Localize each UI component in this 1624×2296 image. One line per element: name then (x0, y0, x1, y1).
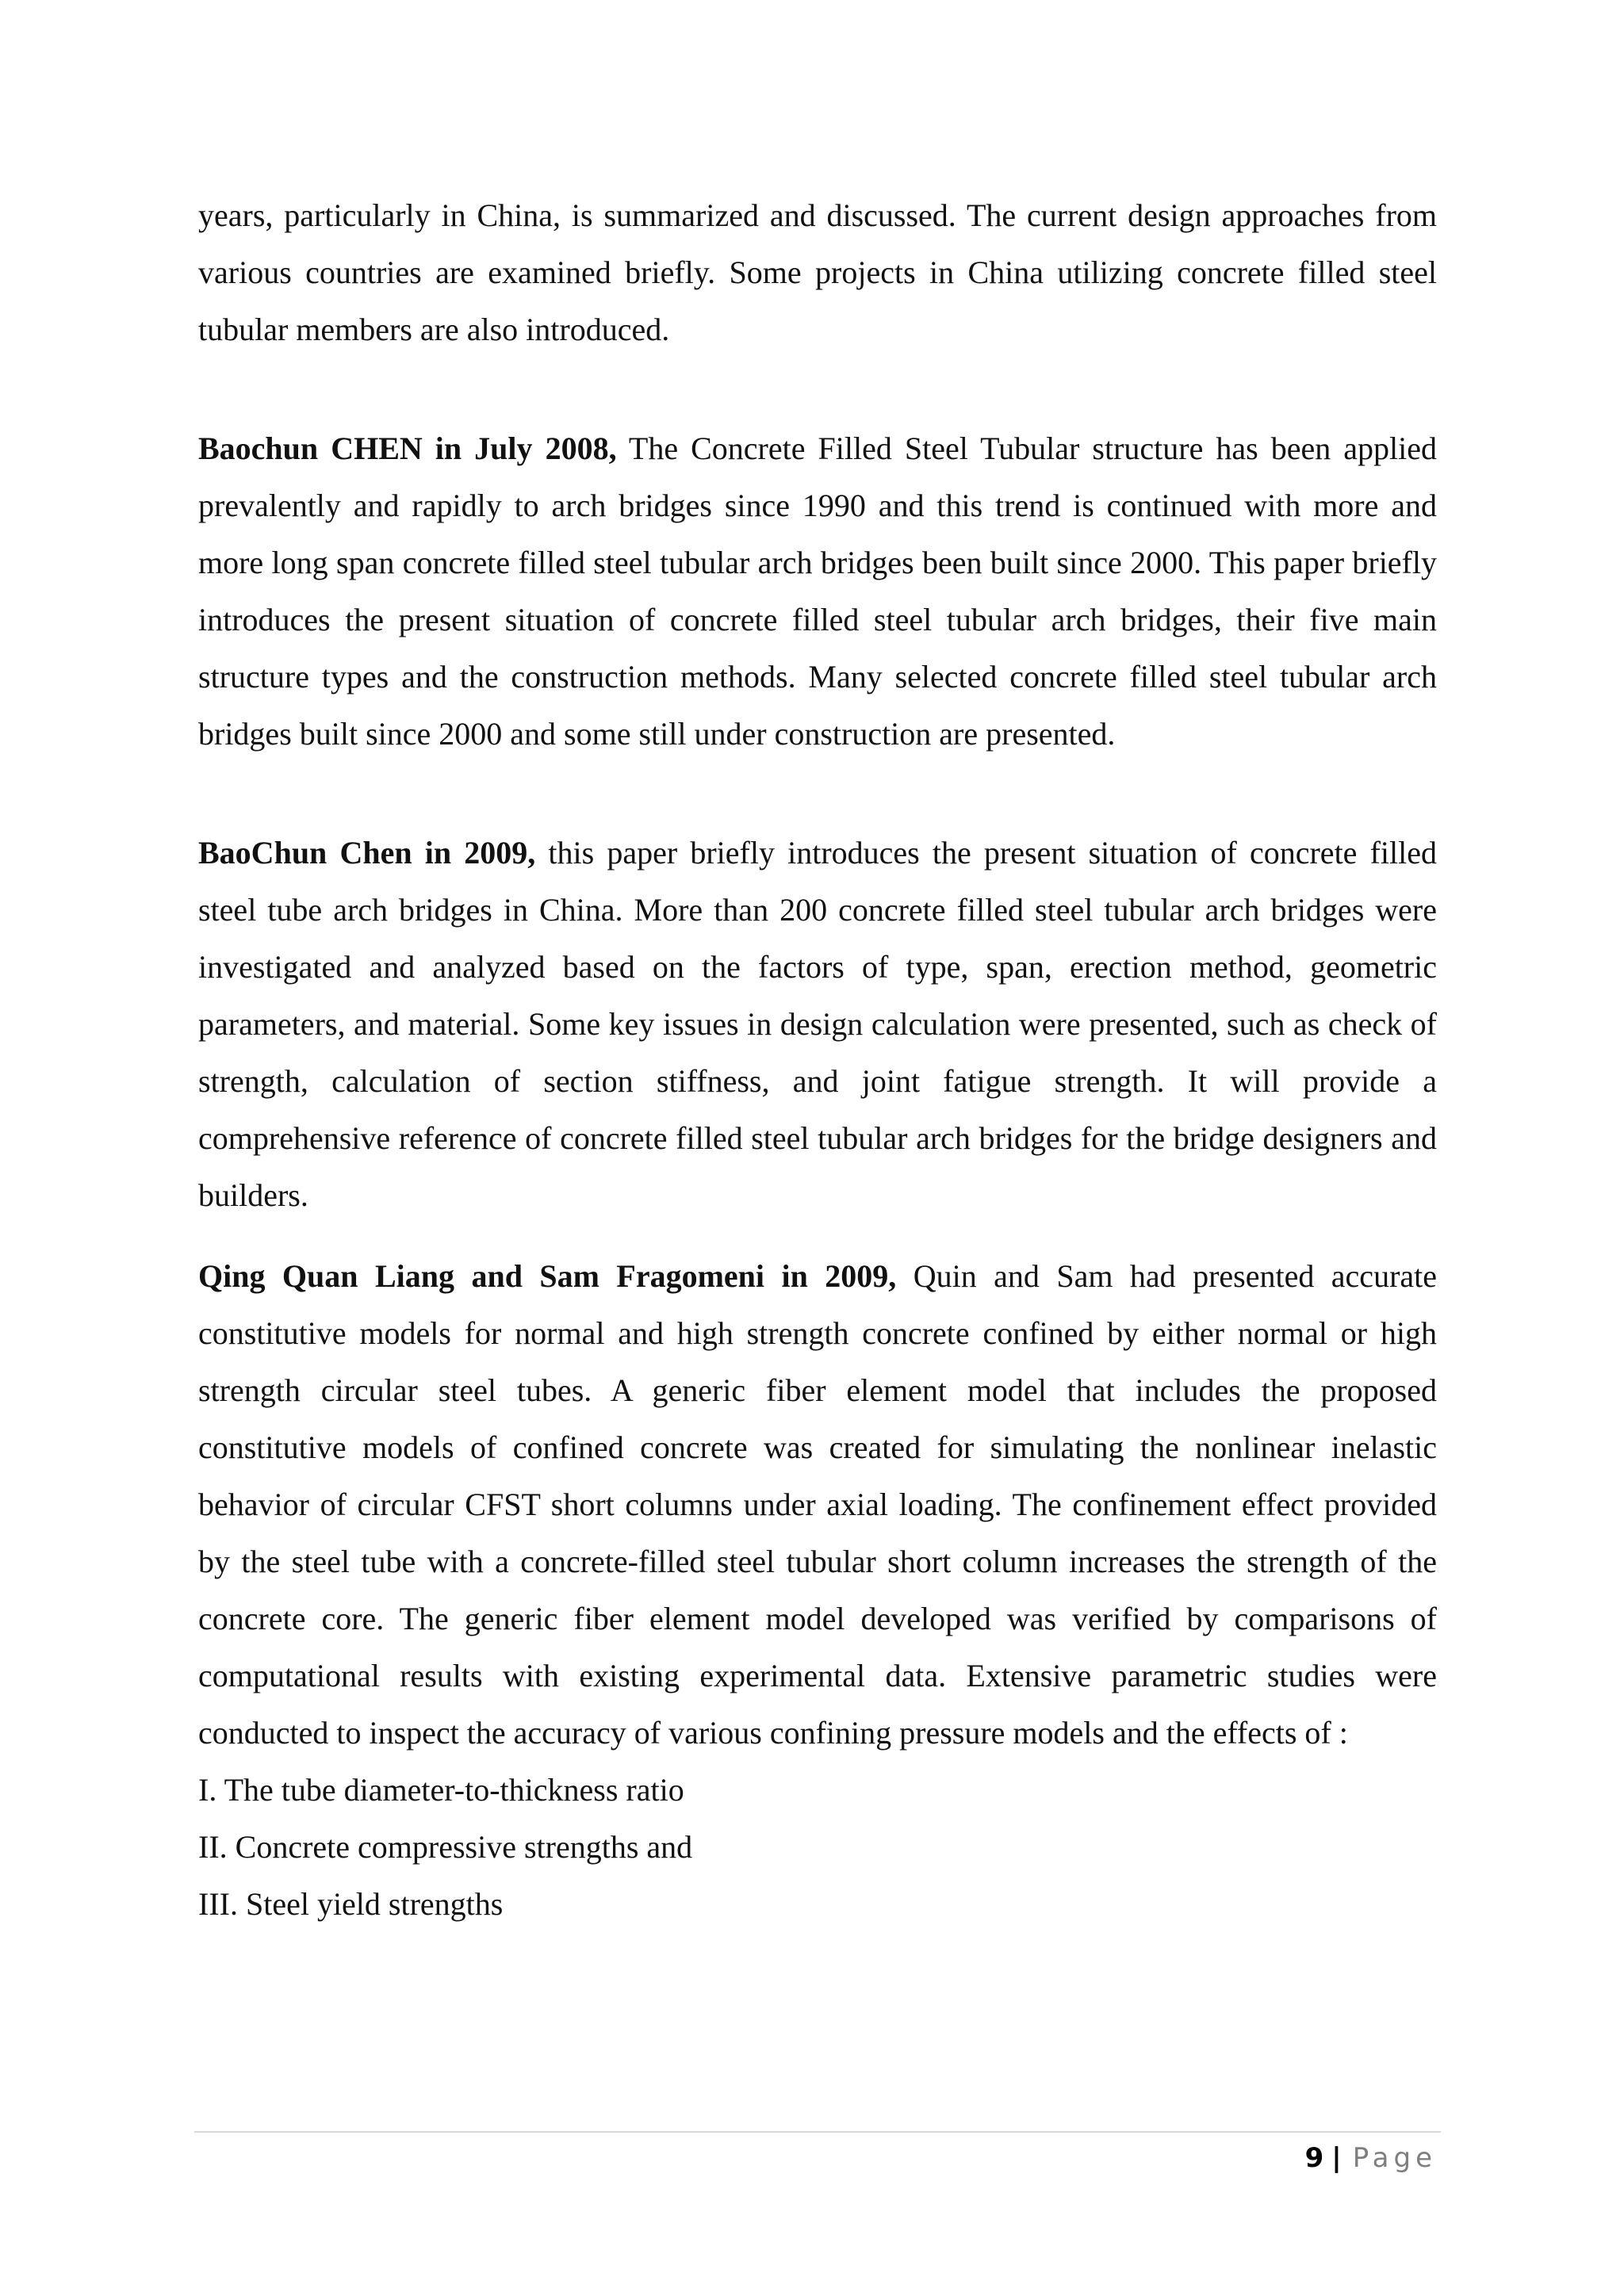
effects-list (198, 1762, 1437, 1933)
footer-divider (194, 2131, 1441, 2133)
paragraph-text: years, particularly in China, is summarized and discussed. The current design approaches from various countries are examined briefly. Some projects in China utilizing concrete filled steel tubular members are also introduced. (198, 197, 1437, 347)
list-item: III. Steel yield strengths (198, 1886, 504, 1922)
paragraph-text: Quin and Sam had presented accurate constitutive models for normal and high strength concrete confined by either normal or high strength circular steel tubes. A generic fiber element model that includes the proposed constitutive models of confined concrete was created for simulating the nonlinear inelastic behavior of circular CFST short columns under axial loading. The confinement effect provided by the steel tube with a concrete-filled steel tubular short column increases the strength of the concrete core. The generic fiber element model developed was verified by comparisons of computational results with existing experimental data. Extensive parametric studies were conducted to inspect the accuracy of various confining pressure models and the effects of : (198, 1258, 1438, 1751)
page-number: 9 (1304, 2142, 1324, 2174)
paragraph-lead: BaoChun Chen in 2009, (198, 835, 536, 871)
paragraph-chen-2008 (198, 420, 1437, 763)
list-item: II. Concrete compressive strengths and (198, 1829, 693, 1865)
page-footer (1305, 2141, 1437, 2175)
paragraph-text: this paper briefly introduces the present situation of concrete filled steel tube arch bridges in China. More than 200 concrete filled steel tubular arch bridges were investigated and analyzed based on the factors of type, span, erection method, geometric parameters, and material. Some key issues in design calculation were presented, such as check of strength, calculation of section stiffness, and joint fatigue strength. It will provide a comprehensive reference of concrete filled steel tubular arch bridges for the bridge designers and builders. (198, 835, 1437, 1213)
paragraph-summary-continuation (198, 187, 1437, 358)
page-body (198, 187, 1437, 1933)
list-item: I. The tube diameter-to-thickness ratio (198, 1772, 684, 1808)
footer-separator: | (1331, 2142, 1342, 2174)
paragraph-lead: Baochun CHEN in July 2008, (198, 430, 617, 466)
paragraph-lead: Qing Quan Liang and Sam Fragomeni in 2009, (198, 1258, 897, 1294)
paragraph-liang-fragomeni-2009 (198, 1248, 1437, 1762)
paragraph-text: The Concrete Filled Steel Tubular structure has been applied prevalently and rapidly to arch bridges since 1990 and this trend is continued with more and more long span concrete filled steel tubular arch bridges been built since 2000. This paper briefly introduces the present situation of concrete filled steel tubular arch bridges, their five main structure types and the construction methods. Many selected concrete filled steel tubular arch bridges built since 2000 and some still under construction are presented. (198, 430, 1437, 752)
paragraph-chen-2009 (198, 825, 1437, 1224)
page-label: Page (1352, 2142, 1437, 2174)
